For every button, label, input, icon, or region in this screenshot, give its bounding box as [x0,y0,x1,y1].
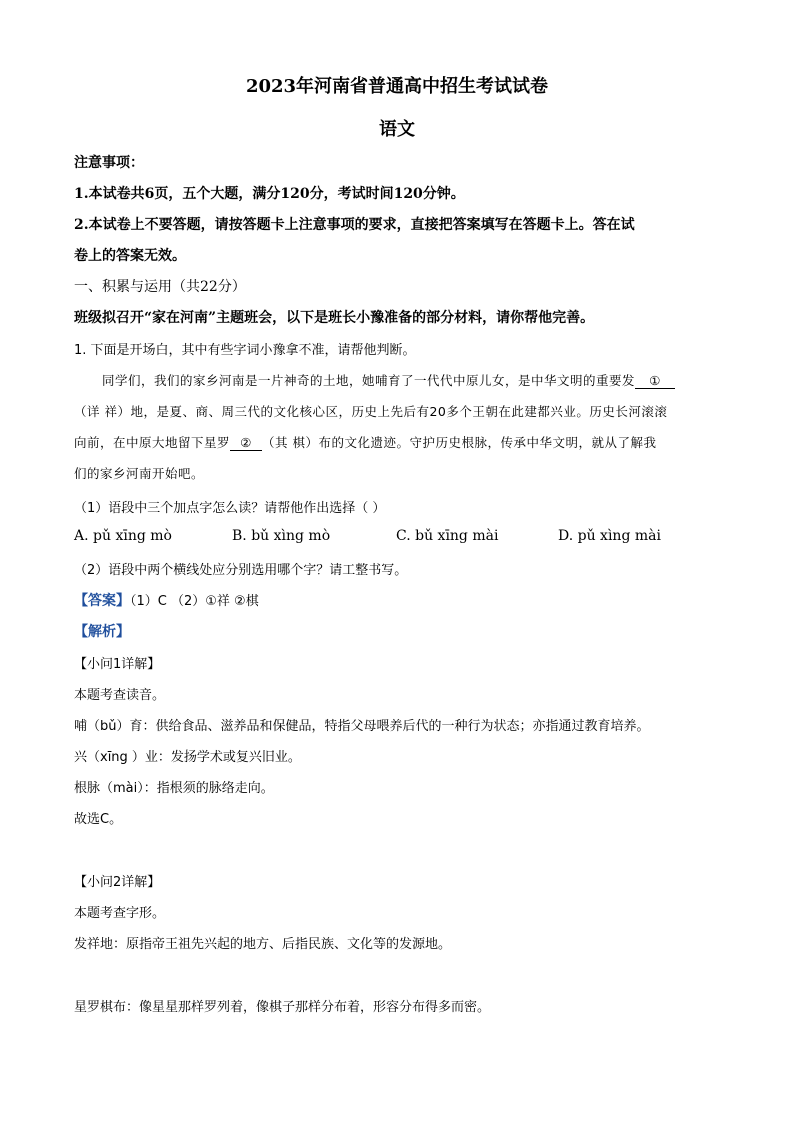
notes-item-2-line-1: 2.本试卷上不要答题，请按答题卡上注意事项的要求，直接把答案填写在答题卡上。答在试 [74,217,635,233]
sub-question-1-heading: 【小问1详解】 [74,657,161,672]
analysis-line: 根脉（mài）：指根须的脉络走向。 [74,781,274,796]
analysis-line: 本题考查字形。 [74,906,166,921]
blank-1: ① [635,373,675,389]
passage-line-1 [102,371,675,389]
passage-line-3 [74,433,657,451]
question-1-stem: 1. 下面是开场白，其中有些字词小豫拿不准，请帮他判断。 [74,343,416,358]
analysis-line: 哺（bǔ）育：供给食品、滋养品和保健品，特指父母喂养后代的一种行为状态；亦指通过教育培养。 [74,719,650,734]
passage-text: （其 棋）布的文化遗迹。守护历史根脉，传承中华文明，就从了解我 [262,435,657,450]
analysis-line: 发祥地：原指帝王祖先兴起的地方、后指民族、文化等的发源地。 [74,937,452,952]
answer-text: （1）C （2）①祥 ②棋 [130,594,259,609]
notes-item-2-line-2: 卷上的答案无效。 [74,248,186,264]
section-heading: 一、积累与运用（共22分） [74,279,246,295]
passage-text: 同学们，我们的家乡河南是一片神奇的土地，她哺育了一代代中原儿女，是中华文明的重要发 [102,373,636,388]
answer-tag: 【答案】 [74,593,130,609]
notes-heading: 注意事项： [74,155,144,171]
sub-question-2-heading: 【小问2详解】 [74,875,161,890]
blank-2: ② [230,435,262,451]
subject-title: 语文 [379,119,415,140]
question-1-2-stem: （2）语段中两个横线处应分别选用哪个字？请工整书写。 [74,563,408,578]
passage-text: 向前，在中原大地留下星罗 [74,435,231,450]
option-d: D. pǔ xìng mài [558,528,661,544]
analysis-tag: 【解析】 [74,624,130,640]
option-a: A. pǔ xīng mò [74,528,172,544]
section-intro: 班级拟召开“家在河南”主题班会，以下是班长小豫准备的部分材料，请你帮他完善。 [74,310,595,326]
analysis-line: 兴（xīng ）业：发扬学术或复兴旧业。 [74,750,301,765]
notes-item-1: 1.本试卷共6页，五个大题，满分120分，考试时间120分钟。 [74,186,465,202]
analysis-line: 故选C。 [74,812,123,827]
passage-line-4: 们的家乡河南开始吧。 [74,466,205,481]
option-c: C. bǔ xīng mài [396,528,499,544]
exam-title: 2023年河南省普通高中招生考试试卷 [245,76,549,97]
question-1-1-stem: （1）语段中三个加点字怎么读？请帮他作出选择（ ） [74,501,386,516]
option-b: B. bǔ xìng mò [232,528,331,544]
analysis-line: 星罗棋布：像星星那样罗列着，像棋子那样分布着，形容分布得多而密。 [74,1000,491,1015]
passage-line-2: （详 祥）地，是夏、商、周三代的文化核心区，历史上先后有20多个王朝在此建都兴业。历史长河滚滚 [74,404,668,419]
analysis-line: 本题考查读音。 [74,688,166,703]
answer-line [74,590,259,610]
